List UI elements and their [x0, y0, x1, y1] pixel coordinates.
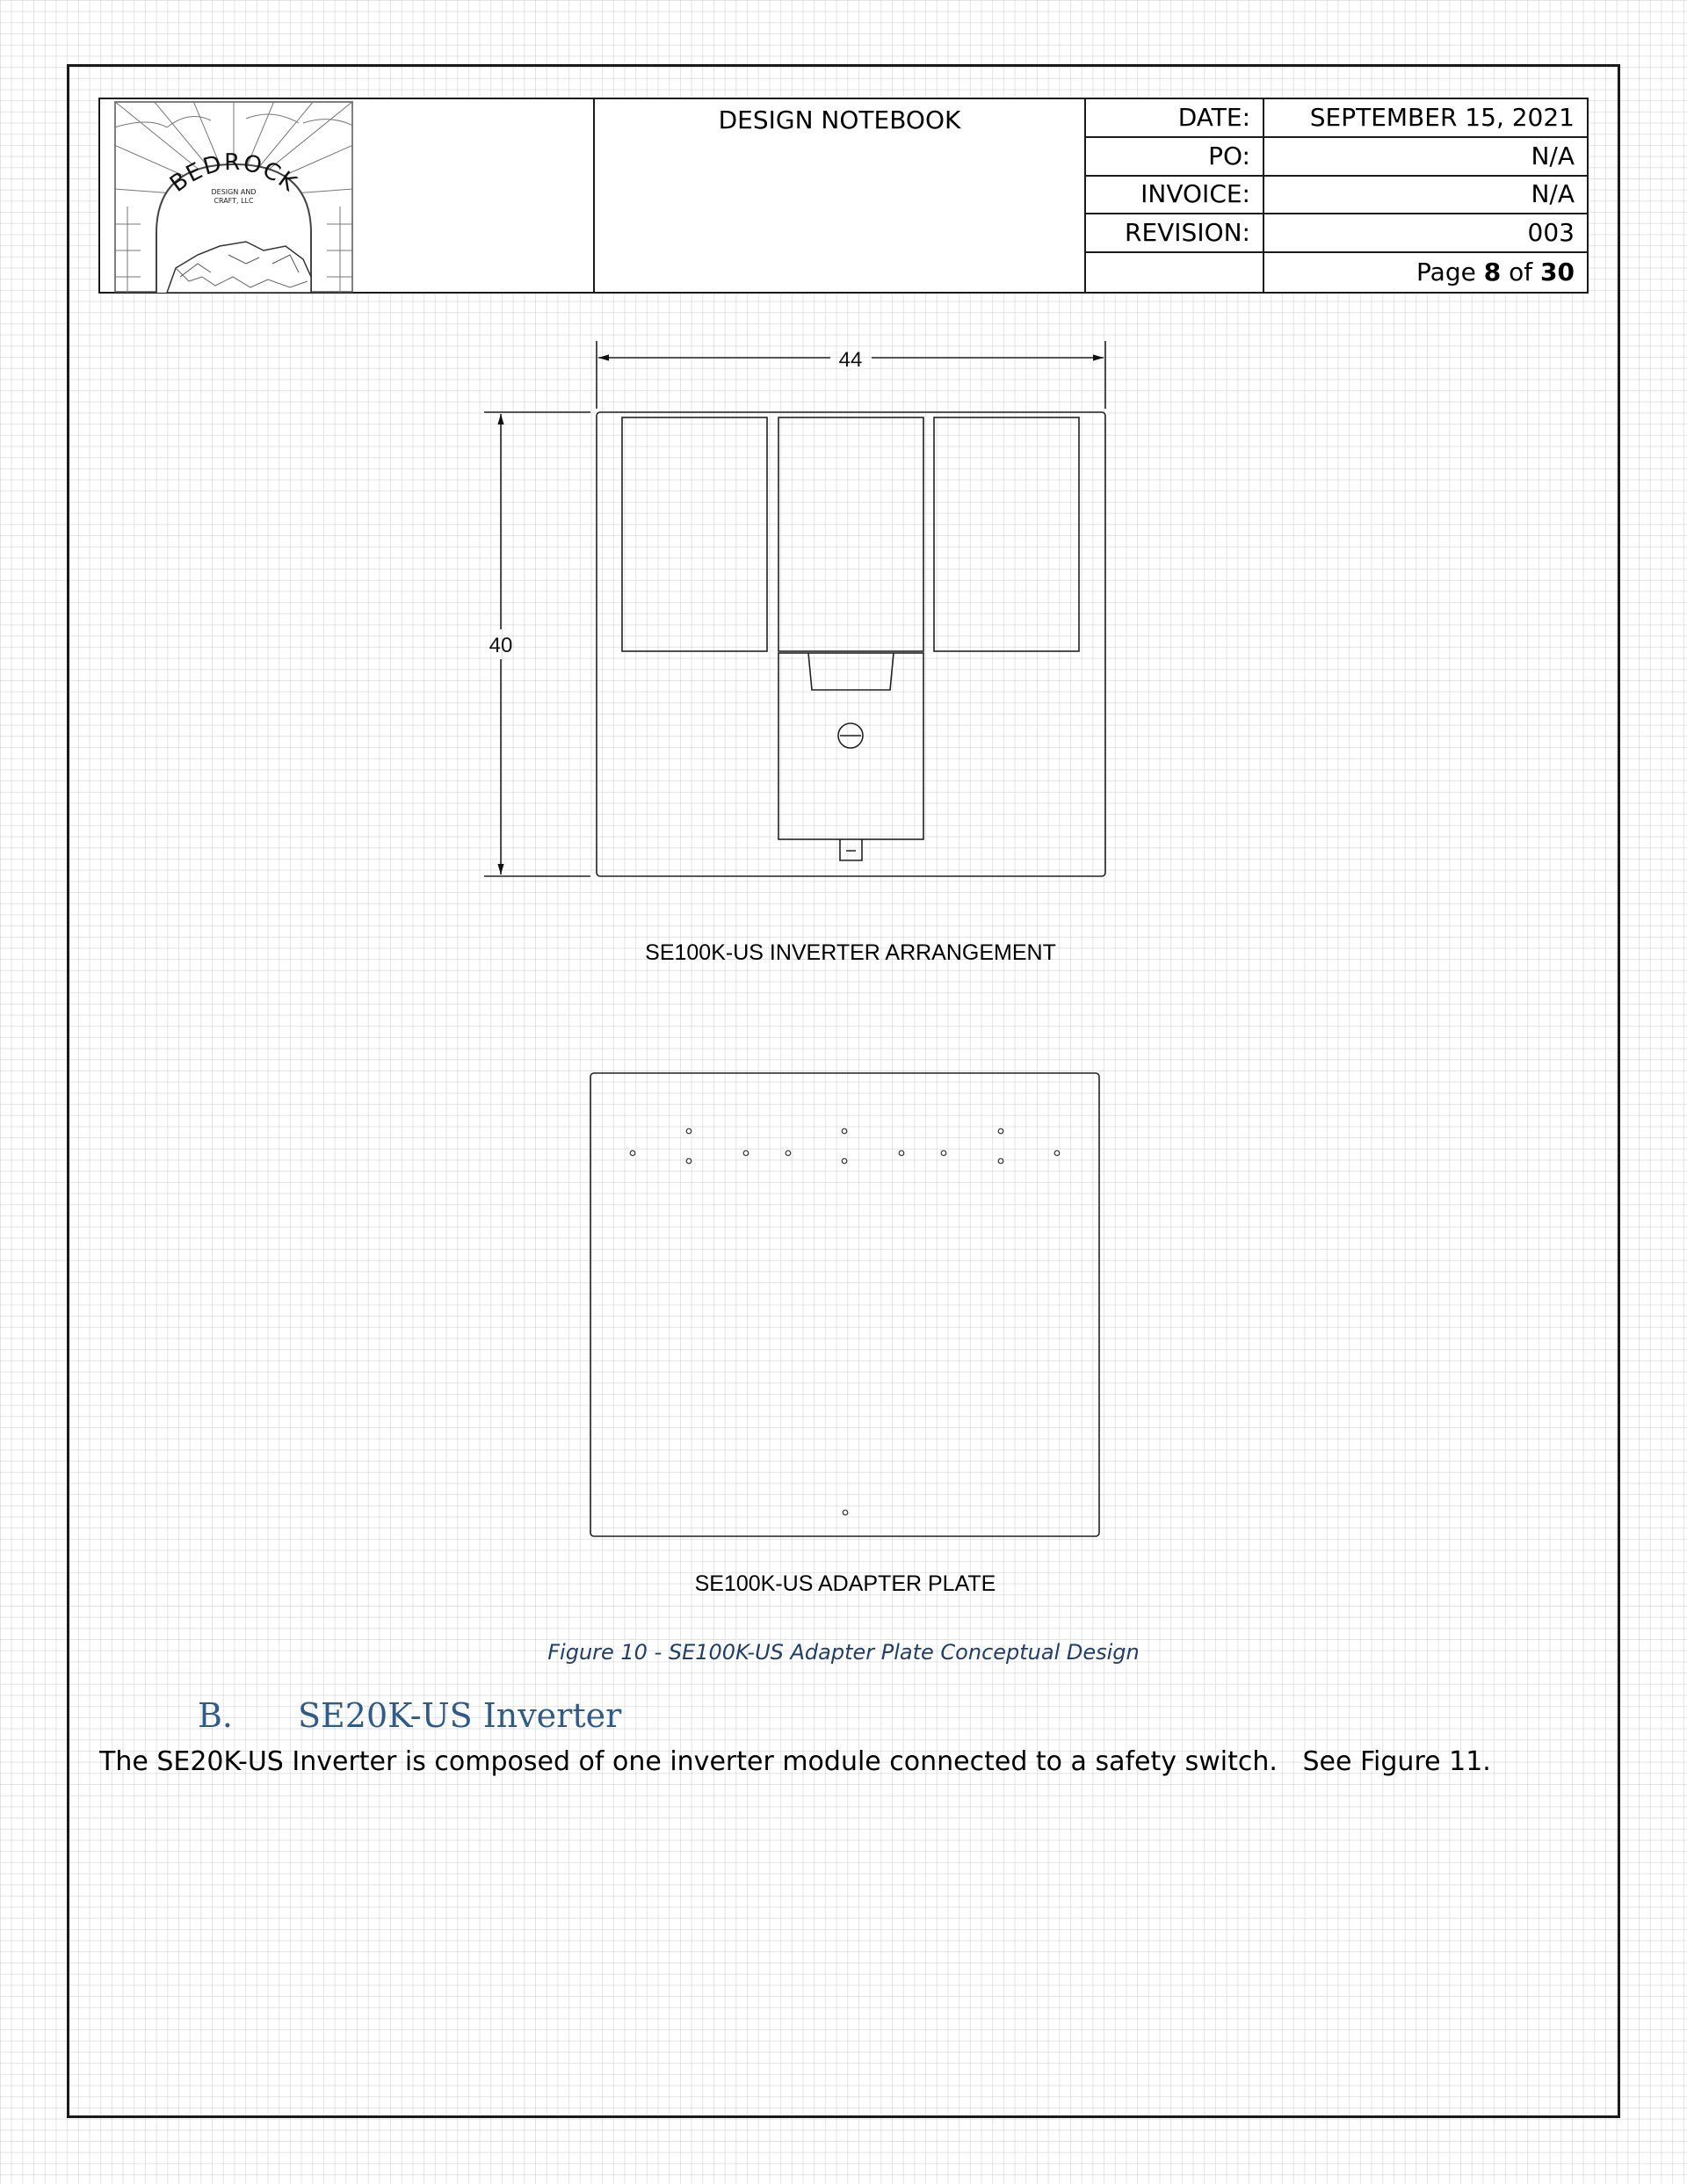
- inverter-module-center: [778, 417, 923, 651]
- body-paragraph: The SE20K-US Inverter is composed of one inverter module connected to a safety switch. See Figure 11.: [99, 1746, 1491, 1777]
- plate-caption: SE100K-US ADAPTER PLATE: [694, 1571, 996, 1596]
- mounting-hole: [630, 1150, 635, 1156]
- section-number: B.: [198, 1696, 234, 1735]
- page-of: of: [1509, 258, 1533, 287]
- figure-caption: Figure 10 - SE100K-US Adapter Plate Conceptual Design: [547, 1640, 1140, 1665]
- date-value: SEPTEMBER 15, 2021: [1264, 99, 1587, 138]
- mounting-hole: [998, 1158, 1003, 1164]
- arrangement-caption: SE100K-US INVERTER ARRANGEMENT: [645, 940, 1056, 965]
- arrangement-outline: [597, 412, 1105, 876]
- mounting-hole: [899, 1150, 904, 1156]
- mounting-hole: [941, 1150, 946, 1156]
- invoice-value: N/A: [1264, 177, 1587, 215]
- invoice-label: INVOICE:: [1086, 177, 1264, 215]
- mounting-hole: [743, 1150, 749, 1156]
- mounting-hole: [998, 1128, 1003, 1134]
- page-current: 8: [1483, 258, 1502, 287]
- mounting-hole: [842, 1128, 847, 1134]
- inverter-module-left: [622, 417, 767, 651]
- revision-label: REVISION:: [1086, 214, 1264, 253]
- conduit-tab: [840, 839, 862, 860]
- logo-subtext-1: DESIGN AND: [211, 188, 257, 196]
- width-dimension-label: 44: [838, 348, 863, 372]
- mounting-holes: [630, 1128, 1060, 1515]
- safety-switch: [778, 653, 923, 839]
- page-prefix: Page: [1416, 258, 1476, 287]
- mounting-hole: [842, 1158, 847, 1164]
- inverter-module-right: [934, 417, 1079, 651]
- mounting-hole: [686, 1158, 691, 1164]
- page-total: 30: [1540, 258, 1575, 287]
- mounting-hole: [786, 1150, 791, 1156]
- safety-switch-notch: [808, 653, 894, 690]
- logo-wordmark: BEDROCK: [165, 149, 302, 198]
- adapter-plate-outline: [590, 1073, 1099, 1536]
- section-title: SE20K-US Inverter: [298, 1696, 622, 1735]
- date-label: DATE:: [1086, 99, 1264, 138]
- document-title: DESIGN NOTEBOOK: [595, 99, 1086, 292]
- revision-value: 003: [1264, 214, 1587, 253]
- mounting-hole: [843, 1510, 848, 1515]
- po-label: PO:: [1086, 138, 1264, 177]
- section-heading: [198, 1696, 621, 1735]
- mounting-hole: [686, 1128, 691, 1134]
- mounting-hole: [1054, 1150, 1060, 1156]
- height-dimension-label: 40: [489, 634, 513, 657]
- logo-subtext-2: CRAFT, LLC: [214, 197, 254, 205]
- po-value: N/A: [1264, 138, 1587, 177]
